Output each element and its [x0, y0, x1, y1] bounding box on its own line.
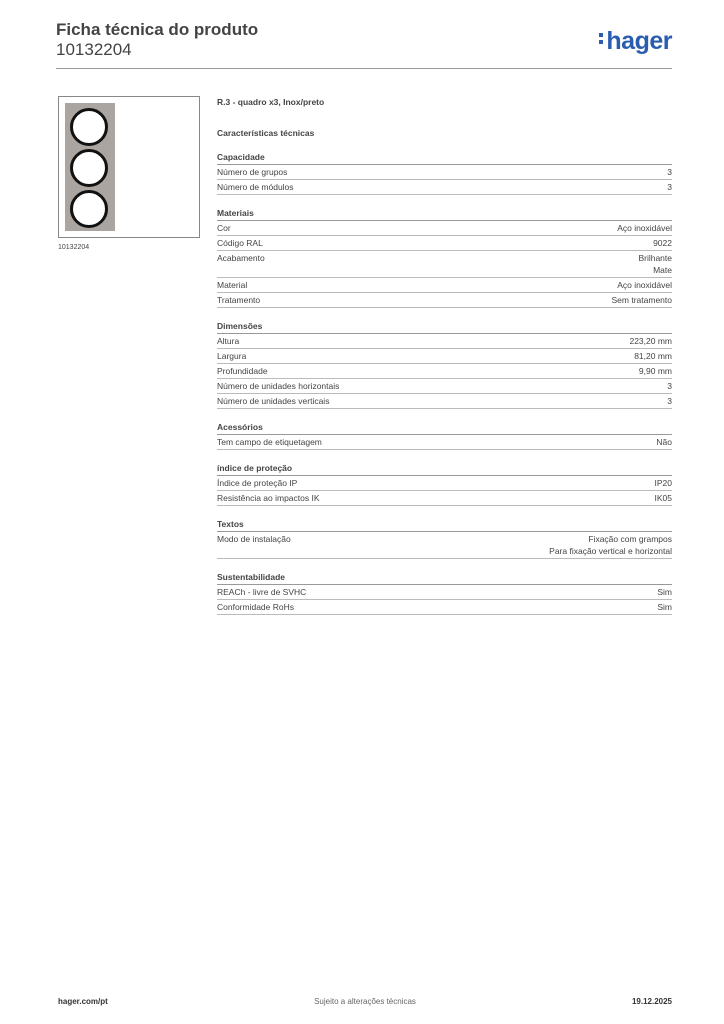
spec-value: [638, 252, 672, 276]
spec-label: Número de módulos: [217, 182, 294, 192]
spec-section: [217, 320, 672, 409]
product-image: [58, 96, 200, 238]
triple-frame-image: [65, 103, 115, 231]
spec-value-line: 3: [667, 396, 672, 406]
spec-value-line: Para fixação vertical e horizontal: [549, 546, 672, 556]
spec-row: [217, 349, 672, 364]
spec-label: Número de unidades verticais: [217, 396, 330, 406]
spec-label: Material: [217, 280, 248, 290]
spec-value-line: Não: [656, 437, 672, 447]
spec-row: [217, 491, 672, 506]
spec-value: [657, 601, 672, 613]
spec-label: Resistência ao impactos IK: [217, 493, 320, 503]
spec-value: [667, 380, 672, 392]
spec-value-line: IK05: [654, 493, 672, 503]
spec-value-line: 223,20 mm: [629, 336, 672, 346]
section-title: Dimensões: [217, 320, 672, 334]
spec-row: [217, 180, 672, 195]
spec-value: [549, 533, 672, 557]
section-title: Materiais: [217, 207, 672, 221]
spec-label: Acabamento: [217, 253, 265, 263]
spec-row: [217, 334, 672, 349]
spec-content: [217, 96, 672, 615]
spec-label: Conformidade RoHs: [217, 602, 295, 612]
spec-row: [217, 165, 672, 180]
spec-value-line: Fixação com grampos: [588, 534, 672, 544]
product-number: 10132204: [56, 40, 132, 59]
spec-value: [612, 294, 672, 306]
spec-value: [656, 436, 672, 448]
spec-value-line: Sim: [657, 587, 672, 597]
spec-value-line: 81,20 mm: [634, 351, 672, 361]
spec-value: [655, 492, 673, 504]
spec-label: Código RAL: [217, 238, 263, 248]
spec-row: [217, 476, 672, 491]
spec-row: [217, 251, 672, 278]
spec-row: [217, 394, 672, 409]
spec-section: [217, 207, 672, 308]
spec-value: [655, 477, 673, 489]
spec-label: Altura: [217, 336, 240, 346]
footer-date: 19.12.2025: [631, 997, 672, 1006]
spec-value-line: Aço inoxidável: [617, 280, 672, 290]
document-title: Ficha técnica do produto: [56, 20, 259, 39]
spec-row: [217, 435, 672, 450]
section-title: Capacidade: [217, 151, 672, 165]
spec-section: [217, 571, 672, 615]
footer-website: hager.com/pt: [58, 997, 108, 1006]
spec-value-line: Aço inoxidável: [617, 223, 672, 233]
frame-opening-3: [70, 190, 108, 228]
header-divider: [56, 68, 672, 69]
spec-section: [217, 518, 672, 559]
spec-section: [217, 462, 672, 506]
spec-row: [217, 600, 672, 615]
spec-row: [217, 278, 672, 293]
spec-sections: [217, 151, 672, 615]
spec-row: [217, 532, 672, 559]
spec-label: Índice de proteção IP: [217, 478, 298, 488]
frame-opening-2: [70, 149, 108, 187]
spec-label: Modo de instalação: [217, 534, 291, 544]
spec-value: [617, 279, 672, 291]
spec-value-line: 3: [667, 381, 672, 391]
spec-value-line: Sem tratamento: [611, 295, 672, 305]
spec-value: [639, 365, 672, 377]
spec-value-line: Mate: [653, 265, 672, 275]
spec-value-line: 3: [667, 182, 672, 192]
spec-row: [217, 379, 672, 394]
section-title: índice de proteção: [217, 462, 672, 476]
section-title: Acessórios: [217, 421, 672, 435]
spec-value: [629, 335, 672, 347]
spec-row: [217, 585, 672, 600]
spec-value-line: 3: [667, 167, 672, 177]
logo-text: hager: [606, 27, 672, 55]
document-header: [56, 20, 672, 70]
frame-opening-1: [70, 108, 108, 146]
spec-section: [217, 421, 672, 450]
spec-value: [667, 395, 672, 407]
spec-value: [667, 166, 672, 178]
spec-value: [653, 237, 672, 249]
section-title: Textos: [217, 518, 672, 532]
spec-value-line: IP20: [654, 478, 672, 488]
spec-label: Tratamento: [217, 295, 261, 305]
footer-notice: Sujeito a alterações técnicas: [314, 997, 416, 1006]
spec-value-line: 9022: [653, 238, 672, 248]
spec-label: Cor: [217, 223, 231, 233]
spec-row: [217, 236, 672, 251]
spec-value-line: Sim: [657, 602, 672, 612]
spec-value: [634, 350, 672, 362]
spec-label: REACh - livre de SVHC: [217, 587, 307, 597]
spec-label: Tem campo de etiquetagem: [217, 437, 322, 447]
section-title: Sustentabilidade: [217, 571, 672, 585]
spec-label: Número de unidades horizontais: [217, 381, 340, 391]
product-name: R.3 - quadro x3, Inox/preto: [217, 97, 325, 107]
spec-value-line: 9,90 mm: [638, 366, 672, 376]
spec-label: Profundidade: [217, 366, 268, 376]
spec-section: [217, 151, 672, 195]
spec-value: [667, 181, 672, 193]
spec-value: [617, 222, 672, 234]
logo-dots-icon: [599, 30, 604, 47]
spec-value-line: Brilhante: [638, 253, 672, 263]
spec-row: [217, 364, 672, 379]
image-caption: 10132204: [58, 244, 90, 251]
spec-value: [657, 586, 672, 598]
spec-label: Largura: [217, 351, 247, 361]
spec-row: [217, 221, 672, 236]
spec-row: [217, 293, 672, 308]
hager-logo: [599, 27, 672, 56]
spec-subtitle: Características técnicas: [217, 128, 315, 138]
spec-label: Número de grupos: [217, 167, 288, 177]
